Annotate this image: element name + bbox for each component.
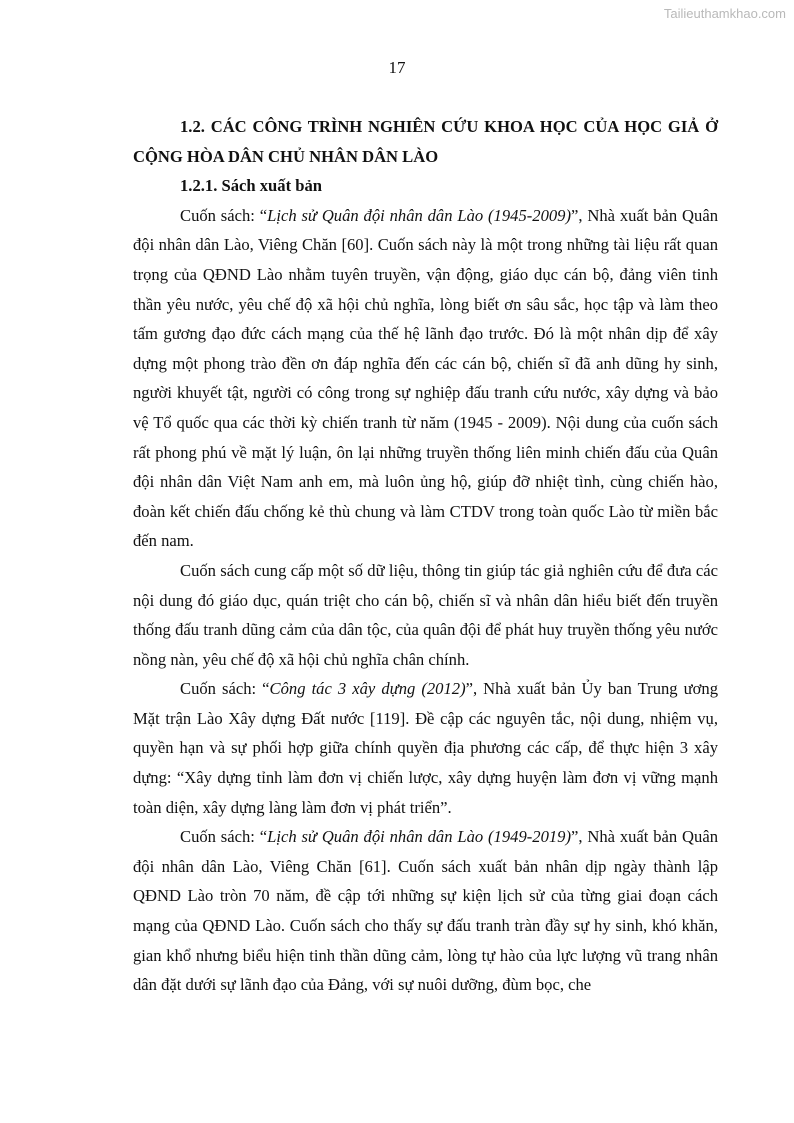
paragraph-lead: Cuốn sách: “ <box>180 679 270 699</box>
subsection-heading: 1.2.1. Sách xuất bản <box>180 176 323 196</box>
section-heading: 1.2. CÁC CÔNG TRÌNH NGHIÊN CỨU KHOA HỌC CỦA HỌC GIẢ Ở CỘNG HÒA DÂN CHỦ NHÂN DÂN LÀO <box>133 117 718 166</box>
book-title: Công tác 3 xây dựng (2012) <box>269 679 466 699</box>
paragraph-lead: Cuốn sách: “ <box>180 205 268 225</box>
document-body <box>133 112 718 1000</box>
paragraph-text: ”, Nhà xuất bản Quân đội nhân dân Lào, Viêng Chăn [60]. Cuốn sách này là một trong những tài liệu rất quan trọng của QĐND Lào nhằm tuyên truyền, vận động, giáo dục cán bộ, đảng viên tinh thần yêu nước, yêu chế độ xã hội chủ nghĩa, lòng biết ơn sâu sắc, học tập và làm theo tấm gương đạo đức cách mạng của thế hệ lãnh đạo trước. Đó là một nhân dịp để xây dựng một phong trào đền ơn đáp nghĩa đến các cán bộ, chiến sĩ đã anh dũng hy sinh, người khuyết tật, người có công trong sự nghiệp đấu tranh cứu nước, xây dựng và bảo vệ Tổ quốc qua các thời kỳ chiến tranh từ năm (1945 - 2009). Nội dung của cuốn sách rất phong phú về mặt lý luận, ôn lại những truyền thống liên minh chiến đấu của Quân đội nhân dân Việt Nam anh em, mà luôn ủng hộ, giúp đỡ nhiệt tình, cùng chiến hào, đoàn kết chiến đấu chống kẻ thù chung và làm CTDV trong toàn quốc Lào từ miền bắc đến nam. <box>133 205 718 551</box>
page-number: 17 <box>388 58 406 77</box>
paragraph-text: Cuốn sách cung cấp một số dữ liệu, thông tin giúp tác giả nghiên cứu để đưa các nội dung đó giáo dục, quán triệt cho cán bộ, chiến sĩ và nhân dân hiểu biết đến truyền thống đấu tranh dũng cảm của dân tộc, của quân đội để phát huy truyền thống yêu nước nồng nàn, yêu chế độ xã hội chủ nghĩa chân chính. <box>133 560 718 669</box>
paragraph-lead: Cuốn sách: “ <box>180 827 268 847</box>
paragraph <box>133 674 718 822</box>
paragraph <box>133 556 718 674</box>
paragraph-text: ”, Nhà xuất bản Quân đội nhân dân Lào, Viêng Chăn [61]. Cuốn sách xuất bản nhân dịp ngày thành lập QĐND Lào tròn 70 năm, đề cập tới những sự kiện lịch sử của từng giai đoạn cách mạng của QĐND Lào. Cuốn sách cho thấy sự đấu tranh tràn đầy sự hy sinh, khó khăn, gian khổ nhưng biểu hiện tinh thần dũng cảm, lòng tự hào của lực lượng vũ trang nhân dân đặt dưới sự lãnh đạo của Đảng, với sự nuôi dưỡng, đùm bọc, che <box>133 827 718 995</box>
book-title: Lịch sử Quân đội nhân dân Lào (1949-2019) <box>267 827 571 847</box>
watermark: Tailieuthamkhao.com <box>663 6 786 21</box>
book-title: Lịch sử Quân đội nhân dân Lào (1945-2009) <box>267 205 571 225</box>
paragraph-text: ”, Nhà xuất bản Ủy ban Trung ương Mặt trận Lào Xây dựng Đất nước [119]. Đề cập các nguyên tắc, nội dung, nhiệm vụ, quyền hạn và sự phối hợp giữa chính quyền địa phương các cấp, để thực hiện 3 xây dựng: “Xây dựng tỉnh làm đơn vị chiến lược, xây dựng huyện làm đơn vị vững mạnh toàn diện, xây dựng làng làm đơn vị phát triển”. <box>133 679 719 817</box>
paragraph <box>133 201 718 556</box>
paragraph <box>133 822 718 1000</box>
